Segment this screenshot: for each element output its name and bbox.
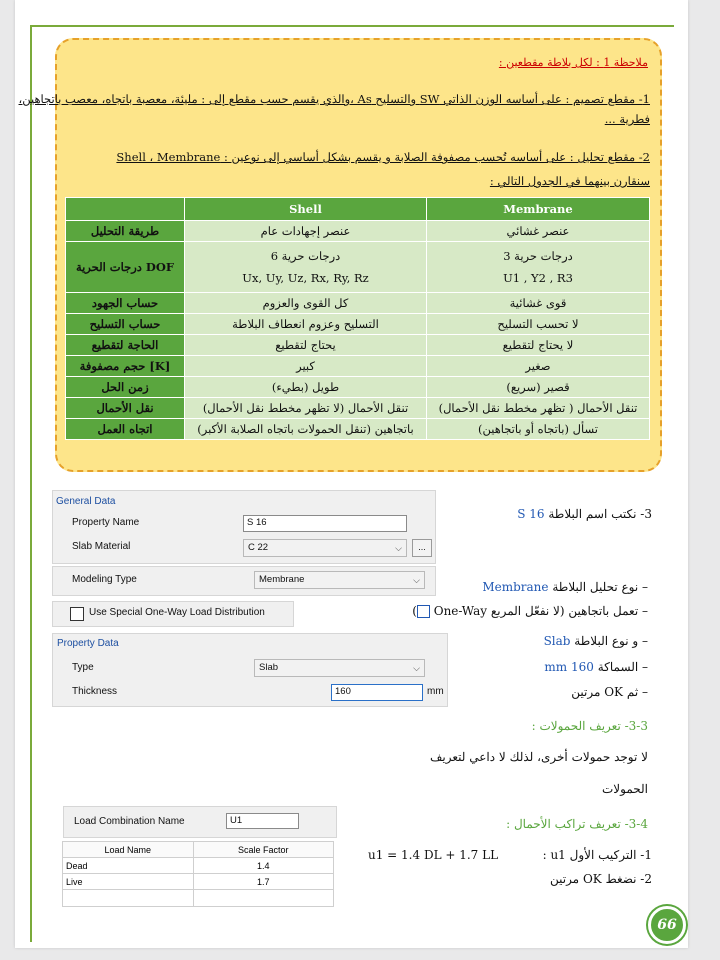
scale-factor-cell: 1.7 bbox=[193, 874, 333, 890]
slab-material-label: Slab Material bbox=[72, 541, 131, 552]
table-row bbox=[66, 356, 650, 377]
note-item2-line2: سنقارن بينهما في الجدول التالي : bbox=[489, 174, 650, 188]
bullet-value: One-Way bbox=[433, 604, 488, 618]
bullet-value: OK bbox=[604, 685, 624, 699]
shell-cell bbox=[185, 242, 427, 293]
page-number: 66 bbox=[648, 906, 686, 944]
shell-dof-count: 6 درجات حرية bbox=[270, 249, 341, 263]
bullet-text: – و نوع البلاطة bbox=[574, 634, 648, 648]
material-ellipsis-button[interactable]: ... bbox=[412, 539, 432, 557]
checkbox-icon bbox=[417, 605, 430, 618]
bullet-ok bbox=[571, 685, 648, 699]
membrane-dof-count: 3 درجات حرية bbox=[503, 249, 573, 263]
bullet-slab-type bbox=[544, 634, 648, 648]
table-row bbox=[66, 242, 650, 293]
membrane-cell: قوى غشائية bbox=[426, 293, 649, 314]
bullet-value: Membrane bbox=[482, 580, 549, 594]
table-header-row bbox=[63, 842, 334, 858]
shell-cell: التسليح وعزوم انعطاف البلاطة bbox=[185, 314, 427, 335]
row-label: حساب التسليح bbox=[66, 314, 185, 335]
one-way-checkbox[interactable] bbox=[70, 607, 84, 621]
table-row bbox=[66, 335, 650, 356]
modeling-type-label: Modeling Type bbox=[72, 574, 137, 585]
chevron-down-icon: ⌵ bbox=[413, 663, 420, 673]
slab-material-select[interactable] bbox=[243, 539, 407, 557]
type-label: Type bbox=[72, 662, 94, 673]
col-load-name: Load Name bbox=[63, 842, 194, 858]
bullet-text: – تعمل باتجاهين (لا نفعّل المربع bbox=[490, 604, 648, 618]
shell-cell: يحتاج لتقطيع bbox=[185, 335, 427, 356]
empty-cell bbox=[193, 890, 333, 907]
membrane-cell: لا تحسب التسليح bbox=[426, 314, 649, 335]
row-label: زمن الحل bbox=[66, 377, 185, 398]
shell-cell: طويل (بطيء) bbox=[185, 377, 427, 398]
membrane-cell: عنصر غشائي bbox=[426, 221, 649, 242]
header-shell: Shell bbox=[185, 198, 427, 221]
property-name-label: Property Name bbox=[72, 517, 140, 528]
general-data-title: General Data bbox=[56, 496, 116, 507]
membrane-cell: تسأل (باتجاه أو باتجاهين) bbox=[426, 419, 649, 440]
shell-dof-list: Ux, Uy, Uz, Rx, Ry, Rz bbox=[242, 271, 369, 285]
header-membrane: Membrane bbox=[426, 198, 649, 221]
slab-material-value: C 22 bbox=[248, 542, 269, 553]
comparison-table bbox=[65, 197, 650, 440]
property-name-input[interactable]: S 16 bbox=[243, 515, 407, 532]
load-combo-name-input[interactable]: U1 bbox=[226, 813, 299, 829]
load-name-cell: Live bbox=[63, 874, 194, 890]
note-item2-line1: 2- مقطع تحليل : على أساسه تُحسب مصفوفة الصلابة و يقسم بشكل أساسي إلى نوعين : Shell ، Membrane bbox=[116, 150, 650, 164]
row-label: طريقة التحليل bbox=[66, 221, 185, 242]
combo-formula: u1 = 1.4 DL + 1.7 LL bbox=[368, 848, 499, 862]
shell-cell: تنقل الأحمال (لا تظهر مخطط نقل الأحمال) bbox=[185, 398, 427, 419]
col-scale-factor: Scale Factor bbox=[193, 842, 333, 858]
section-3-3-line2: الحمولات bbox=[601, 782, 648, 796]
table-header-row bbox=[66, 198, 650, 221]
membrane-cell: صغير bbox=[426, 356, 649, 377]
bullet-two-way: – تعمل باتجاهين (لا نفعّل المربع One-Way ) bbox=[412, 604, 648, 618]
note-item1-line1: 1- مقطع تصميم : على أساسه الوزن الذاتي SW والتسليح As ،والذي يقسم حسب مقطع إلى : مليئة، معصبة باتجاه، معصب باتجاهين، bbox=[18, 92, 650, 106]
row-label: درجات الحرية DOF bbox=[66, 242, 185, 293]
row-label: اتجاه العمل bbox=[66, 419, 185, 440]
step-3-value: S 16 bbox=[517, 507, 545, 521]
modeling-type-value: Membrane bbox=[259, 574, 305, 585]
section-3-4-title: 3-4- تعريف تراكب الأحمال : bbox=[506, 817, 648, 831]
shell-cell: كبير bbox=[185, 356, 427, 377]
shell-cell: كل القوى والعزوم bbox=[185, 293, 427, 314]
bullet-value: 160 mm bbox=[544, 660, 594, 674]
row-label: نقل الأحمال bbox=[66, 398, 185, 419]
modeling-type-select[interactable] bbox=[254, 571, 425, 589]
row-label: حجم مصفوفة [K] bbox=[66, 356, 185, 377]
bullet-text: – السماكة bbox=[597, 660, 648, 674]
table-row bbox=[63, 890, 334, 907]
combo-step-2: 2- نضغط OK مرتين bbox=[549, 872, 652, 886]
table-row[interactable] bbox=[63, 858, 334, 874]
membrane-cell bbox=[426, 242, 649, 293]
load-combo-name-label: Load Combination Name bbox=[74, 816, 185, 827]
type-value: Slab bbox=[259, 662, 279, 673]
bullet-text: – نوع تحليل البلاطة bbox=[552, 580, 648, 594]
section-3-3-title: 3-3- تعريف الحمولات : bbox=[531, 719, 648, 733]
table-row bbox=[66, 314, 650, 335]
type-select[interactable] bbox=[254, 659, 425, 677]
combo-step-1: 1- التركيب الأول u1 : bbox=[542, 848, 652, 862]
thickness-label: Thickness bbox=[72, 686, 118, 697]
shell-cell: عنصر إجهادات عام bbox=[185, 221, 427, 242]
bullet-value: Slab bbox=[543, 634, 571, 648]
shell-cell: باتجاهين (تنقل الحمولات باتجاه الصلابة الأكبر) bbox=[185, 419, 427, 440]
scale-factor-cell: 1.4 bbox=[193, 858, 333, 874]
property-data-title: Property Data bbox=[57, 638, 119, 649]
table-row[interactable] bbox=[63, 874, 334, 890]
table-row bbox=[66, 293, 650, 314]
membrane-cell: قصير (سريع) bbox=[426, 377, 649, 398]
bullet-thickness bbox=[544, 660, 648, 674]
empty-cell bbox=[63, 890, 194, 907]
step-3-text: 3- نكتب اسم البلاطة bbox=[548, 507, 652, 521]
load-combo-table bbox=[62, 841, 334, 907]
note-item1-line2: فطرية ... bbox=[604, 112, 650, 126]
table-row bbox=[66, 398, 650, 419]
section-3-3-line1: لا توجد حمولات أخرى، لذلك لا داعي لتعريف bbox=[430, 750, 648, 764]
chevron-down-icon: ⌵ bbox=[413, 575, 420, 585]
membrane-cell: تنقل الأحمال ( تظهر مخطط نقل الأحمال) bbox=[426, 398, 649, 419]
thickness-unit: mm bbox=[427, 686, 444, 697]
bullet-post: مرتين bbox=[571, 685, 601, 699]
bullet-analysis-type bbox=[482, 580, 648, 594]
row-label: حساب الجهود bbox=[66, 293, 185, 314]
table-corner bbox=[66, 198, 185, 221]
one-way-label: Use Special One-Way Load Distribution bbox=[89, 607, 265, 618]
note-title: ملاحظة 1 : لكل بلاطة مقطعين : bbox=[498, 56, 648, 69]
table-row bbox=[66, 419, 650, 440]
thickness-input[interactable]: 160 bbox=[331, 684, 423, 701]
load-name-cell: Dead bbox=[63, 858, 194, 874]
step-3 bbox=[517, 507, 652, 521]
table-row bbox=[66, 377, 650, 398]
membrane-dof-list: U1 , Y2 , R3 bbox=[503, 271, 573, 285]
row-label: الحاجة لتقطيع bbox=[66, 335, 185, 356]
table-row bbox=[66, 221, 650, 242]
bullet-text: – ثم bbox=[626, 685, 648, 699]
chevron-down-icon: ⌵ bbox=[395, 543, 402, 553]
membrane-cell: لا يحتاج لتقطيع bbox=[426, 335, 649, 356]
